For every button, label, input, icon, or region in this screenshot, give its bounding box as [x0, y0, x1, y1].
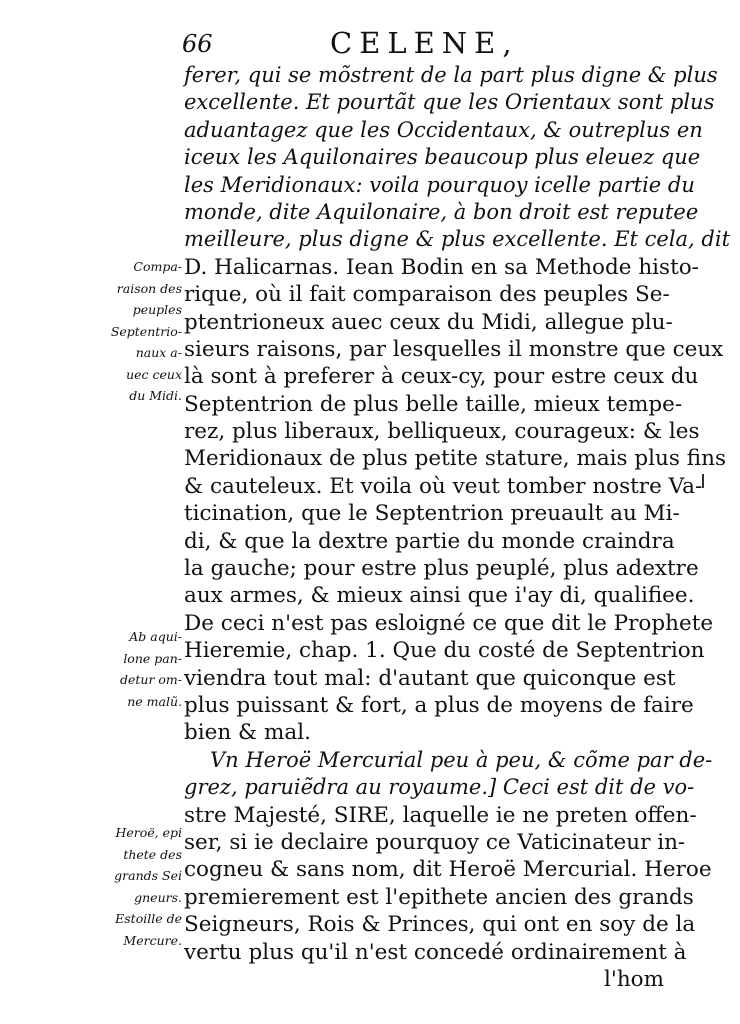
page-number: 66 [182, 30, 213, 58]
catchword: l'hom [604, 966, 664, 992]
text-line: Meridionaux de plus petite stature, mais plus fins [184, 446, 726, 472]
margin-note-line: uec ceux [126, 366, 182, 382]
margin-note-line: thete des [123, 846, 182, 862]
text-line: ptentrioneux auec ceux du Midi, allegue plu- [184, 309, 673, 335]
text-line: premierement est l'epithete ancien des grands [184, 884, 694, 910]
text-line: aduantagez que les Occidentaux, & outreplus en [184, 117, 703, 142]
text-line: di, & que la dextre partie du monde craindra [184, 528, 675, 554]
page-header [180, 26, 660, 60]
text-line: excellente. Et pourtãt que les Orientaux sont plus [184, 90, 715, 115]
margin-note-line: naux a- [135, 345, 182, 360]
margin-note-line: Compa- [133, 259, 182, 274]
text-line: les Meridionaux: voila pourquoy icelle partie du [184, 172, 695, 197]
margin-note-line: Septentrio- [110, 323, 182, 339]
margin-note-line: peuples [132, 302, 182, 317]
margin-note-comparison [102, 256, 182, 407]
text-line: stre Majesté, SIRE, laquelle ie ne preten offen- [184, 802, 697, 828]
text-line: Vn Heroë Mercurial peu à peu, & cõme par de- [210, 747, 713, 772]
text-line: meilleure, plus digne & plus excellente. Et cela, dit [184, 227, 731, 252]
text-line: là sont à preferer à ceux-cy, pour estre ceux du [184, 364, 699, 390]
margin-note-line: du Midi. [129, 388, 182, 403]
text-line: iceux les Aquilonaires beaucoup plus eleuez que [184, 145, 701, 170]
text-line: Septentrion de plus belle taille, mieux tempe- [184, 391, 683, 417]
margin-note-line: detur om- [119, 672, 182, 687]
stray-ink-mark [702, 474, 704, 488]
text-line: bien & mal. [184, 720, 311, 746]
text-line: plus puissant & fort, a plus de moyens de faire [184, 692, 694, 718]
text-line: la gauche; pour estre plus peuplé, plus adextre [184, 556, 699, 582]
margin-note-ab-aquilone [102, 626, 182, 712]
text-line: grez, paruiẽdra au royaume.] Ceci est dit de vo- [184, 775, 695, 800]
text-line: rique, où il fait comparaison des peuples Se- [184, 282, 670, 308]
text-line: ser, si ie declaire pourquoy ce Vaticinateur in- [184, 829, 686, 855]
text-line: cogneu & sans nom, dit Heroë Mercurial. Heroe [184, 857, 712, 883]
text-line: monde, dite Aquilonaire, à bon droit est reputee [184, 199, 699, 224]
text-line: Seigneurs, Rois & Princes, qui ont en soy de la [184, 912, 696, 938]
margin-note-line: Mercure. [123, 932, 182, 948]
margin-note-line: lone pan- [123, 650, 182, 666]
main-text-block [184, 62, 731, 993]
text-line: ticination, que le Septentrion preuault au Mi- [184, 501, 680, 527]
text-line: aux armes, & mieux ainsi que i'ay di, qualifiee. [184, 583, 695, 609]
running-title: CELENE, [330, 26, 519, 60]
margin-note-line: Ab aqui- [129, 629, 182, 644]
text-line: sieurs raisons, par lesquelles il monstre que ceux [184, 336, 724, 362]
text-line: ferer, qui se mõstrent de la part plus digne & plus [184, 63, 718, 87]
text-line: vertu plus qu'il n'est concedé ordinairement à [184, 939, 687, 965]
text-line: Hieremie, chap. 1. Que du costé de Septentrion [184, 638, 705, 664]
text-line: De ceci n'est pas esloigné ce que dit le Prophete [184, 610, 714, 636]
margin-note-line: Estoille de [115, 911, 182, 926]
text-line: viendra tout mal: d'autant que quiconque est [184, 665, 676, 691]
margin-note-line: raison des [116, 280, 182, 296]
text-line: & cauteleux. Et voila où veut tomber nostre Va- [184, 473, 703, 499]
margin-note-line: ne malũ. [127, 693, 182, 709]
text-line: D. Halicarnas. Iean Bodin en sa Methode histo- [184, 254, 699, 280]
text-line: rez, plus liberaux, belliqueux, courageux: & les [184, 419, 700, 445]
margin-note-mercure [102, 908, 182, 951]
margin-note-line: gneurs. [134, 889, 182, 905]
margin-note-line: grands Sei [114, 868, 182, 883]
margin-note-heroe [102, 822, 182, 908]
margin-note-line: Heroë, epi [115, 825, 182, 840]
